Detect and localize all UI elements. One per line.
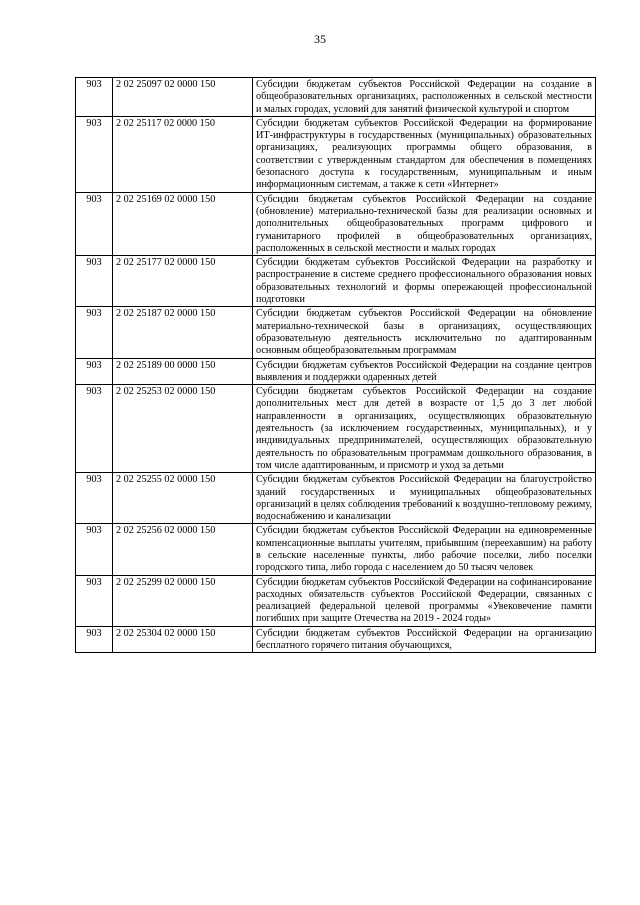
income-name-cell: Субсидии бюджетам субъектов Российской Федерации на благоустройство зданий государственных и муниципальных общеобразовательных организаций в целях соблюдения требований к воздушно-тепловому режиму, водоснабжению и канализации [253, 473, 596, 524]
income-name-cell: Субсидии бюджетам субъектов Российской Федерации на создание дополнительных мест для детей в возрасте от 1,5 до 3 лет любой направленности в организациях, осуществляющих образовательную деятельность (за исключением государственных, муниципальных), и у индивидуальных предпринимателей, осуществляющих образовательную деятельность по образовательным программам дошкольного образования, в том числе адаптированным, и присмотр и уход за детьми [253, 385, 596, 473]
income-name-cell: Субсидии бюджетам субъектов Российской Федерации на формирование ИТ-инфраструктуры в государственных (муниципальных) образовательных организациях, реализующих программы общего образования, в соответствии с утвержденным стандартом для обеспечения в помещениях безопасного доступа к государственным, муниципальным и иным информационным системам, а также к сети «Интернет» [253, 116, 596, 192]
admin-code-cell: 903 [76, 575, 113, 626]
admin-code-cell: 903 [76, 385, 113, 473]
income-name-cell: Субсидии бюджетам субъектов Российской Федерации на создание в общеобразовательных организациях, расположенных в сельской местности и малых городах, условий для занятий физической культурой и спортом [253, 78, 596, 117]
income-name-cell: Субсидии бюджетам субъектов Российской Федерации на разработку и распространение в системе среднего профессионального образования новых образовательных технологий и формы опережающей профессиональной подготовки [253, 256, 596, 307]
admin-code-cell: 903 [76, 626, 113, 653]
table-row [76, 78, 596, 117]
table-row [76, 116, 596, 192]
admin-code-cell: 903 [76, 256, 113, 307]
budget-code-cell: 2 02 25304 02 0000 150 [113, 626, 253, 653]
budget-code-cell: 2 02 25253 02 0000 150 [113, 385, 253, 473]
table-row [76, 575, 596, 626]
table-row [76, 358, 596, 385]
budget-code-cell: 2 02 25255 02 0000 150 [113, 473, 253, 524]
budget-code-cell: 2 02 25189 00 0000 150 [113, 358, 253, 385]
admin-code-cell: 903 [76, 473, 113, 524]
budget-code-cell: 2 02 25117 02 0000 150 [113, 116, 253, 192]
table-body [76, 78, 596, 653]
budget-code-cell: 2 02 25177 02 0000 150 [113, 256, 253, 307]
budget-code-cell: 2 02 25097 02 0000 150 [113, 78, 253, 117]
budget-code-cell: 2 02 25256 02 0000 150 [113, 524, 253, 575]
table-row [76, 256, 596, 307]
admin-code-cell: 903 [76, 78, 113, 117]
table-row [76, 307, 596, 358]
admin-code-cell: 903 [76, 307, 113, 358]
income-name-cell: Субсидии бюджетам субъектов Российской Федерации на организацию бесплатного горячего питания обучающихся, [253, 626, 596, 653]
table-row [76, 626, 596, 653]
income-name-cell: Субсидии бюджетам субъектов Российской Федерации на обновление материально-технической базы в организациях, осуществляющих образовательную деятельность исключительно по адаптированным основным общеобразовательным программам [253, 307, 596, 358]
table-row [76, 524, 596, 575]
budget-code-cell: 2 02 25299 02 0000 150 [113, 575, 253, 626]
page-number: 35 [314, 32, 326, 46]
table-row [76, 473, 596, 524]
income-name-cell: Субсидии бюджетам субъектов Российской Федерации на создание центров выявления и поддержки одаренных детей [253, 358, 596, 385]
budget-classification-table [75, 77, 596, 653]
table-row [76, 192, 596, 255]
admin-code-cell: 903 [76, 358, 113, 385]
budget-code-cell: 2 02 25187 02 0000 150 [113, 307, 253, 358]
income-name-cell: Субсидии бюджетам субъектов Российской Федерации на софинансирование расходных обязательств субъектов Российской Федерации, связанных с реализацией федеральной целевой программы «Увековечение памяти погибших при защите Отечества на 2019 - 2024 годы» [253, 575, 596, 626]
income-name-cell: Субсидии бюджетам субъектов Российской Федерации на создание (обновление) материально-технической базы для реализации основных и дополнительных общеобразовательных программ цифрового и гуманитарного профилей в общеобразовательных организациях, расположенных в сельской местности и малых городах [253, 192, 596, 255]
admin-code-cell: 903 [76, 524, 113, 575]
budget-code-cell: 2 02 25169 02 0000 150 [113, 192, 253, 255]
income-name-cell: Субсидии бюджетам субъектов Российской Федерации на единовременные компенсационные выплаты учителям, прибывшим (переехавшим) на работу в сельские населенные пункты, либо рабочие поселки, либо поселки городского типа, либо города с населением до 50 тысяч человек [253, 524, 596, 575]
admin-code-cell: 903 [76, 116, 113, 192]
admin-code-cell: 903 [76, 192, 113, 255]
table-row [76, 385, 596, 473]
